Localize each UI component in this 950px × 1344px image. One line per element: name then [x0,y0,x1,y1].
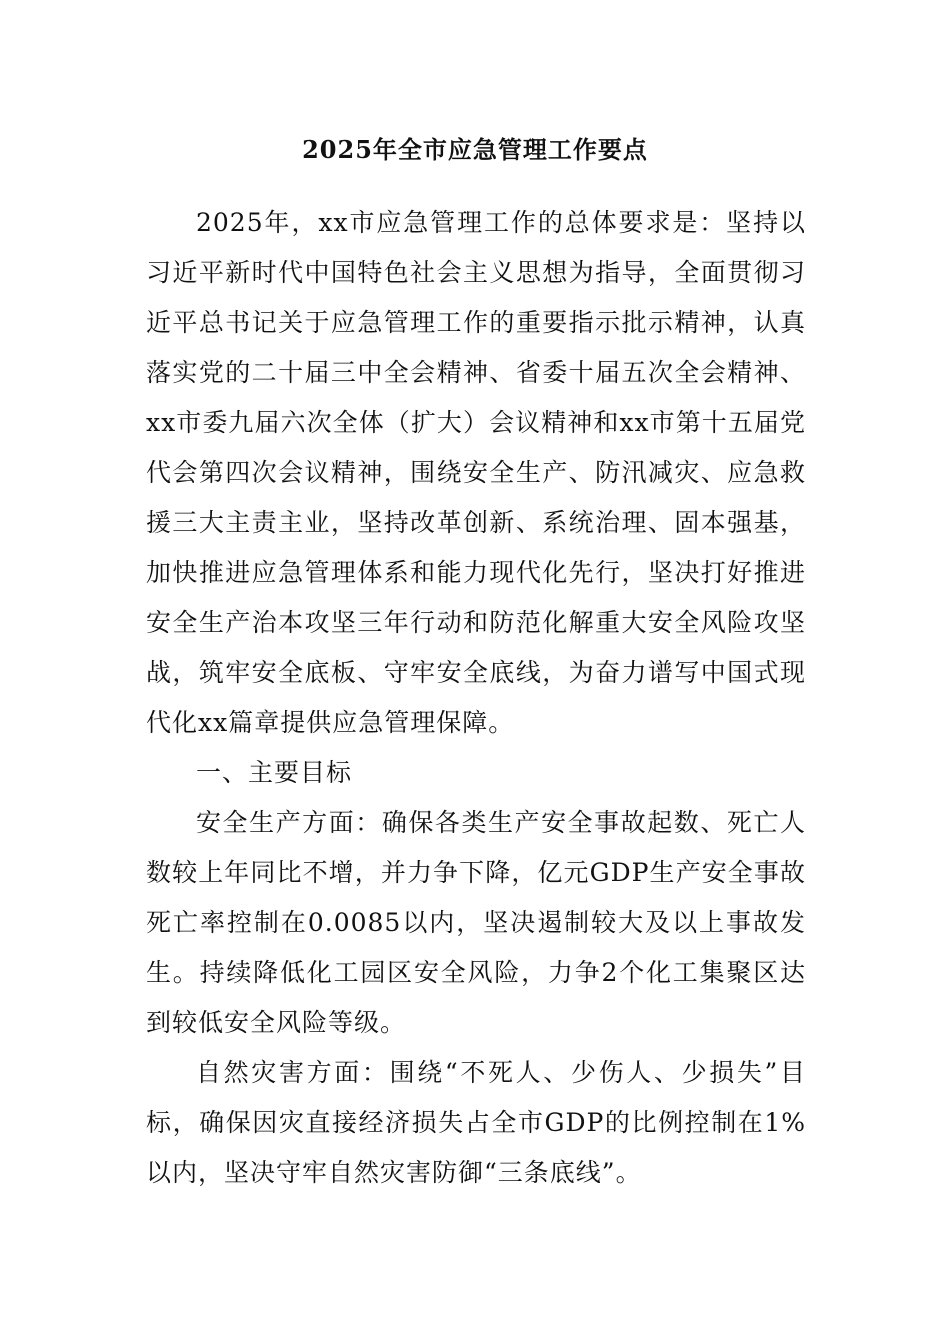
natural-disaster-paragraph: 自然灾害方面：围绕“不死人、少伤人、少损失”目标，确保因灾直接经济损失占全市GDP的比例控制在1%以内，坚决守牢自然灾害防御“三条底线”。 [146,1058,806,1187]
document-title: 2025年全市应急管理工作要点 [302,135,648,164]
section-heading-main-goals: 一、主要目标 [196,758,353,787]
safety-production-paragraph: 安全生产方面：确保各类生产安全事故起数、死亡人数较上年同比不增，并力争下降，亿元GDP生产安全事故死亡率控制在0.0085以内，坚决遏制较大及以上事故发生。持续降低化工园区安全风险，力争2个化工集聚区达到较低安全风险等级。 [146,808,806,1037]
document-body [146,198,806,1198]
intro-paragraph: 2025年，xx市应急管理工作的总体要求是：坚持以习近平新时代中国特色社会主义思想为指导，全面贯彻习近平总书记关于应急管理工作的重要指示批示精神，认真落实党的二十届三中全会精神、省委十届五次全会精神、xx市委九届六次全体（扩大）会议精神和xx市第十五届党代会第四次会议精神，围绕安全生产、防汛减灾、应急救援三大主责主业，坚持改革创新、系统治理、固本强基，加快推进应急管理体系和能力现代化先行，坚决打好推进安全生产治本攻坚三年行动和防范化解重大安全风险攻坚战，筑牢安全底板、守牢安全底线，为奋力谱写中国式现代化xx篇章提供应急管理保障。 [146,208,806,737]
